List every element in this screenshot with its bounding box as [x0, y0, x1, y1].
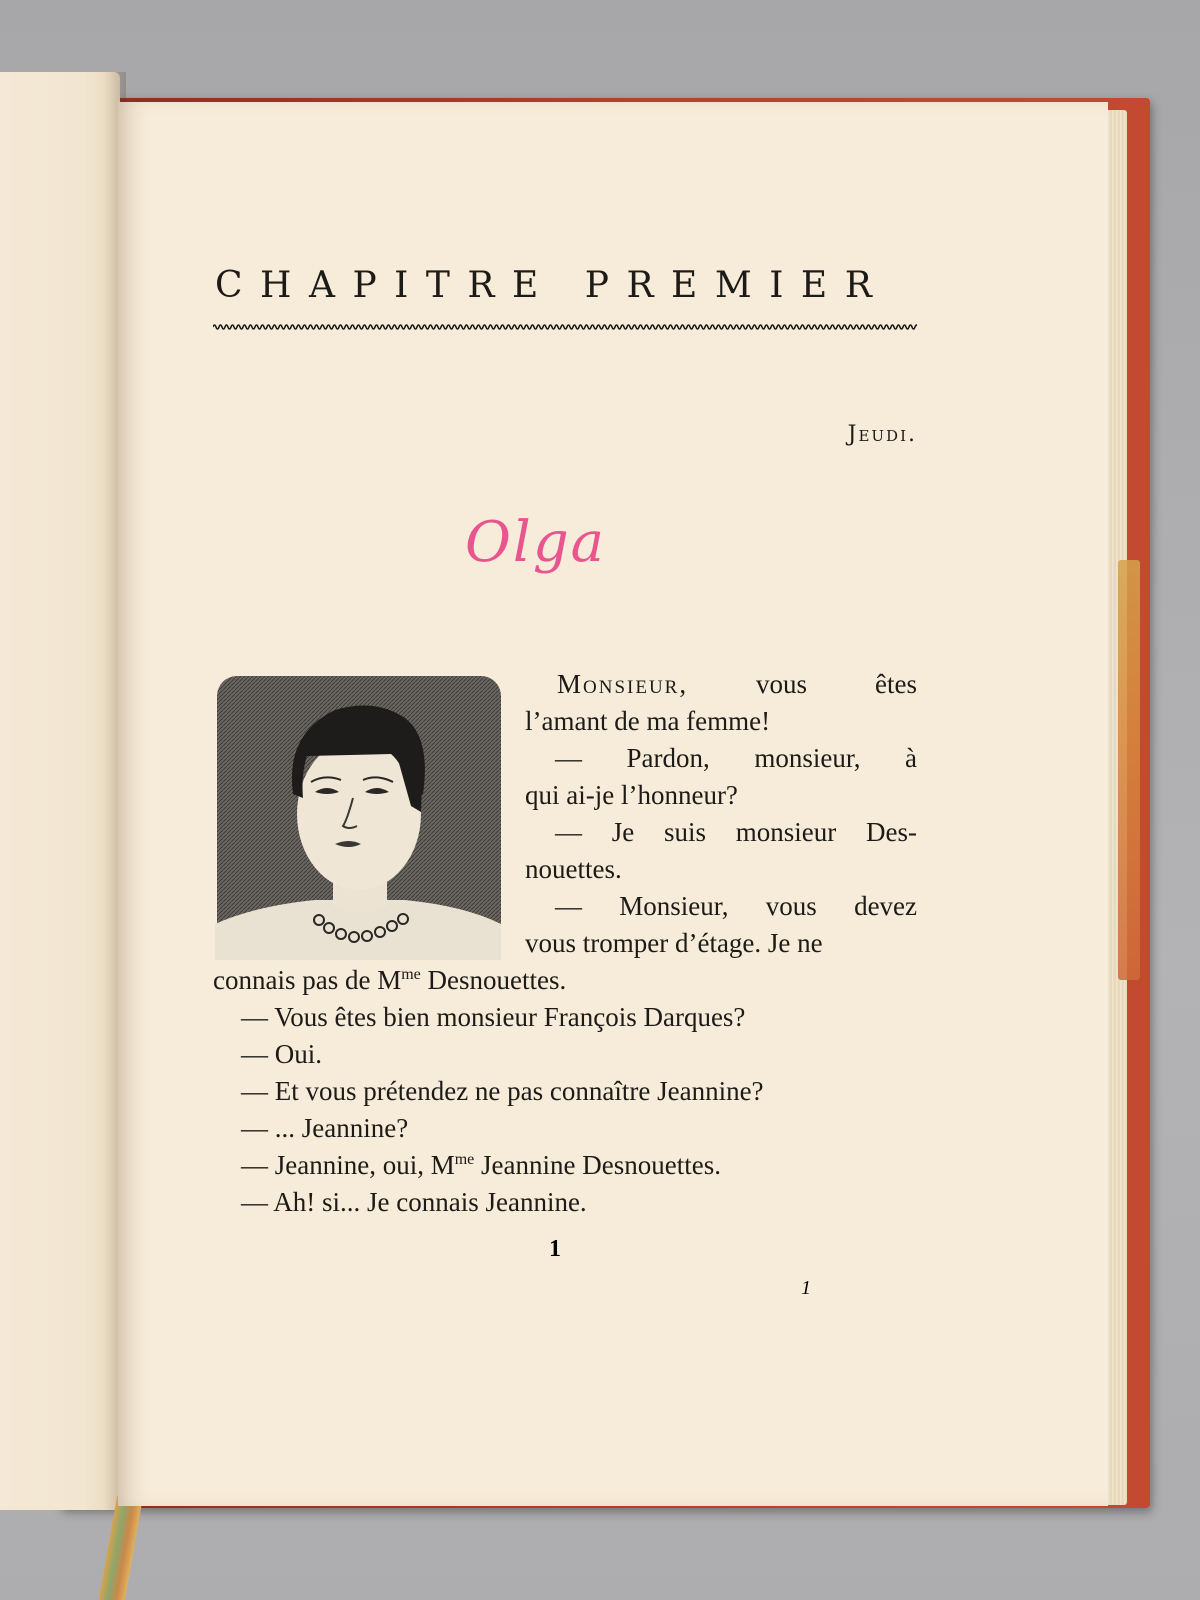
page-edge-stain	[1118, 560, 1140, 980]
superscript: me	[454, 1151, 475, 1168]
text-line	[241, 1147, 721, 1184]
text-line: — Ah! si... Je connais Jeannine.	[241, 1187, 587, 1217]
text-line: — ... Jeannine?	[241, 1113, 409, 1143]
text-segment: monsieur Des-	[735, 817, 918, 847]
text-segment: à	[905, 743, 918, 773]
text-line	[555, 888, 917, 925]
text-segment: Jeannine Desnouettes.	[474, 1150, 721, 1180]
day-label: Jeudi.	[847, 422, 917, 447]
text-segment: — Pardon,	[555, 743, 710, 773]
text-segment: Monsieur,	[557, 669, 689, 699]
chapter-heading	[465, 510, 685, 580]
text-line	[555, 814, 917, 851]
text-segment: devez	[854, 891, 918, 921]
text-segment: — Monsieur,	[555, 891, 729, 921]
portrait-illustration	[215, 674, 505, 964]
heading-text: Olga	[465, 510, 607, 575]
signature-mark: 1	[801, 1277, 811, 1299]
text-line: qui ai-je l’honneur?	[525, 780, 738, 810]
text-segment: êtes	[875, 669, 917, 699]
text-line: — Et vous prétendez ne pas connaître Jeannine?	[241, 1076, 764, 1106]
wavy-rule	[213, 322, 917, 332]
text-segment: connais pas de M	[213, 965, 402, 995]
page-number: 1	[549, 1236, 561, 1262]
text-segment: Desnouettes.	[420, 965, 567, 995]
facing-page	[0, 72, 120, 1510]
superscript: me	[401, 966, 421, 983]
text-line: — Vous êtes bien monsieur François Darques?	[241, 1002, 746, 1032]
chapter-title: CHAPITRE PREMIER	[215, 265, 890, 306]
text-segment: monsieur,	[754, 743, 861, 773]
text-line	[557, 666, 917, 703]
text-segment: vous	[765, 891, 817, 921]
text-line	[213, 962, 566, 999]
text-line: l’amant de ma femme!	[525, 706, 771, 736]
text-segment: — Je suis	[555, 817, 707, 847]
text-line: — Oui.	[241, 1039, 322, 1069]
text-segment: vous	[756, 669, 808, 699]
text-line	[555, 740, 917, 777]
text-line: nouettes.	[525, 854, 622, 884]
text-segment: — Jeannine, oui, M	[241, 1150, 455, 1180]
text-line: vous tromper d’étage. Je ne	[525, 928, 823, 958]
